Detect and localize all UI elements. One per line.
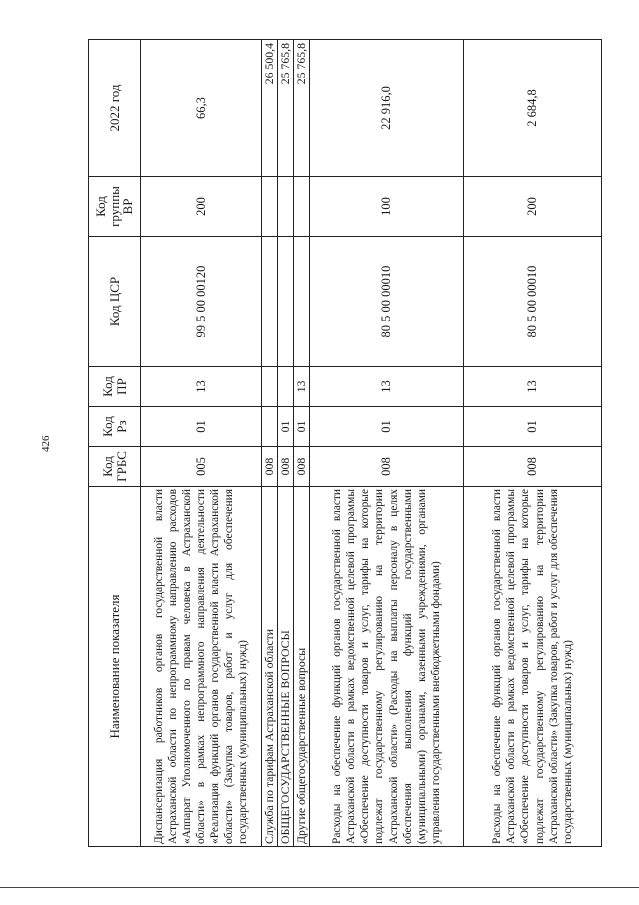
row-rz: 01: [310, 407, 464, 447]
header-name: Наименование показателя: [89, 487, 141, 847]
row-year: 2 684,8: [464, 40, 602, 177]
row-vr: 100: [310, 177, 464, 237]
row-year: 25 765,8: [294, 40, 310, 177]
table-row: [141, 40, 262, 847]
row-vr: 200: [141, 177, 262, 237]
row-year: 26 500,4: [262, 40, 278, 177]
row-pr: 13: [141, 367, 262, 407]
row-rz: [262, 407, 278, 447]
row-grbs: 008: [310, 447, 464, 487]
row-vr: [278, 177, 294, 237]
header-row: [89, 40, 141, 847]
table-row: [294, 40, 310, 847]
budget-table-rotated: [88, 40, 574, 847]
row-vr: [262, 177, 278, 237]
bottom-rule: [0, 887, 639, 888]
row-csr: 80 5 00 00010: [464, 237, 602, 367]
table-row: [464, 40, 602, 847]
row-csr: [294, 237, 310, 367]
row-year: 25 765,8: [278, 40, 294, 177]
row-csr: [278, 237, 294, 367]
header-vr: Код группы ВР: [89, 177, 141, 237]
row-pr: [262, 367, 278, 407]
row-year: 22 916,0: [310, 40, 464, 177]
header-year: 2022 год: [89, 40, 141, 177]
budget-table: [88, 39, 602, 847]
header-rz: Код Рз: [89, 407, 141, 447]
row-grbs: 008: [262, 447, 278, 487]
row-name: Расходы на обеспечение функций органов государственной власти Астраханской области в рамках ведомственной целевой программы «Обеспечение доступности товаров и услуг, тарифы на которые подлежат государственному регулированию на территории Астраханской области» (Закупка товаров, работ и услуг для обеспечения государственных (муниципальных) нужд): [464, 487, 602, 847]
row-pr: 13: [310, 367, 464, 407]
page-number: 426: [40, 435, 52, 452]
table-row: [310, 40, 464, 847]
row-rz: 01: [141, 407, 262, 447]
row-vr: 200: [464, 177, 602, 237]
row-grbs: 008: [278, 447, 294, 487]
row-name: Расходы на обеспечение функций органов государственной власти Астраханской области в рамках ведомственной целевой программы «Обеспечение доступности товаров и услуг, тарифы на которые подлежат государственному регулированию на территории Астраханской области» (Расходы на выплаты персоналу в целях обеспечения выполнения функций государственными (муниципальными) органами, казенными учреждениями, органами управления государственными внебюджетными фондами): [310, 487, 464, 847]
row-vr: [294, 177, 310, 237]
row-csr: [262, 237, 278, 367]
row-pr: 13: [464, 367, 602, 407]
row-year: 66,3: [141, 40, 262, 177]
row-csr: 99 5 00 00120: [141, 237, 262, 367]
row-name: Служба по тарифам Астраханской области: [262, 487, 278, 847]
row-csr: 80 5 00 00010: [310, 237, 464, 367]
row-grbs: 008: [464, 447, 602, 487]
row-name: Другие общегосударственные вопросы: [294, 487, 310, 847]
header-grbs: Код ГРБС: [89, 447, 141, 487]
row-grbs: 008: [294, 447, 310, 487]
table-row: [262, 40, 278, 847]
table-row: [278, 40, 294, 847]
row-rz: 01: [278, 407, 294, 447]
row-rz: 01: [294, 407, 310, 447]
header-csr: Код ЦСР: [89, 237, 141, 367]
row-grbs: 005: [141, 447, 262, 487]
header-pr: Код ПР: [89, 367, 141, 407]
row-pr: 13: [294, 367, 310, 407]
row-rz: 01: [464, 407, 602, 447]
row-name: Диспансеризация работников органов государственной власти Астраханской области по непрограммному направлению расходов «Аппарат Уполномоченного по правам человека в Астраханской области» в рамках непрограммного направления деятельности «Реализация функций органов государственной власти Астраханской области» (Закупка товаров, работ и услуг для обеспечения государственных (муниципальных) нужд): [141, 487, 262, 847]
row-pr: [278, 367, 294, 407]
row-name: ОБЩЕГОСУДАРСТВЕННЫЕ ВОПРОСЫ: [278, 487, 294, 847]
